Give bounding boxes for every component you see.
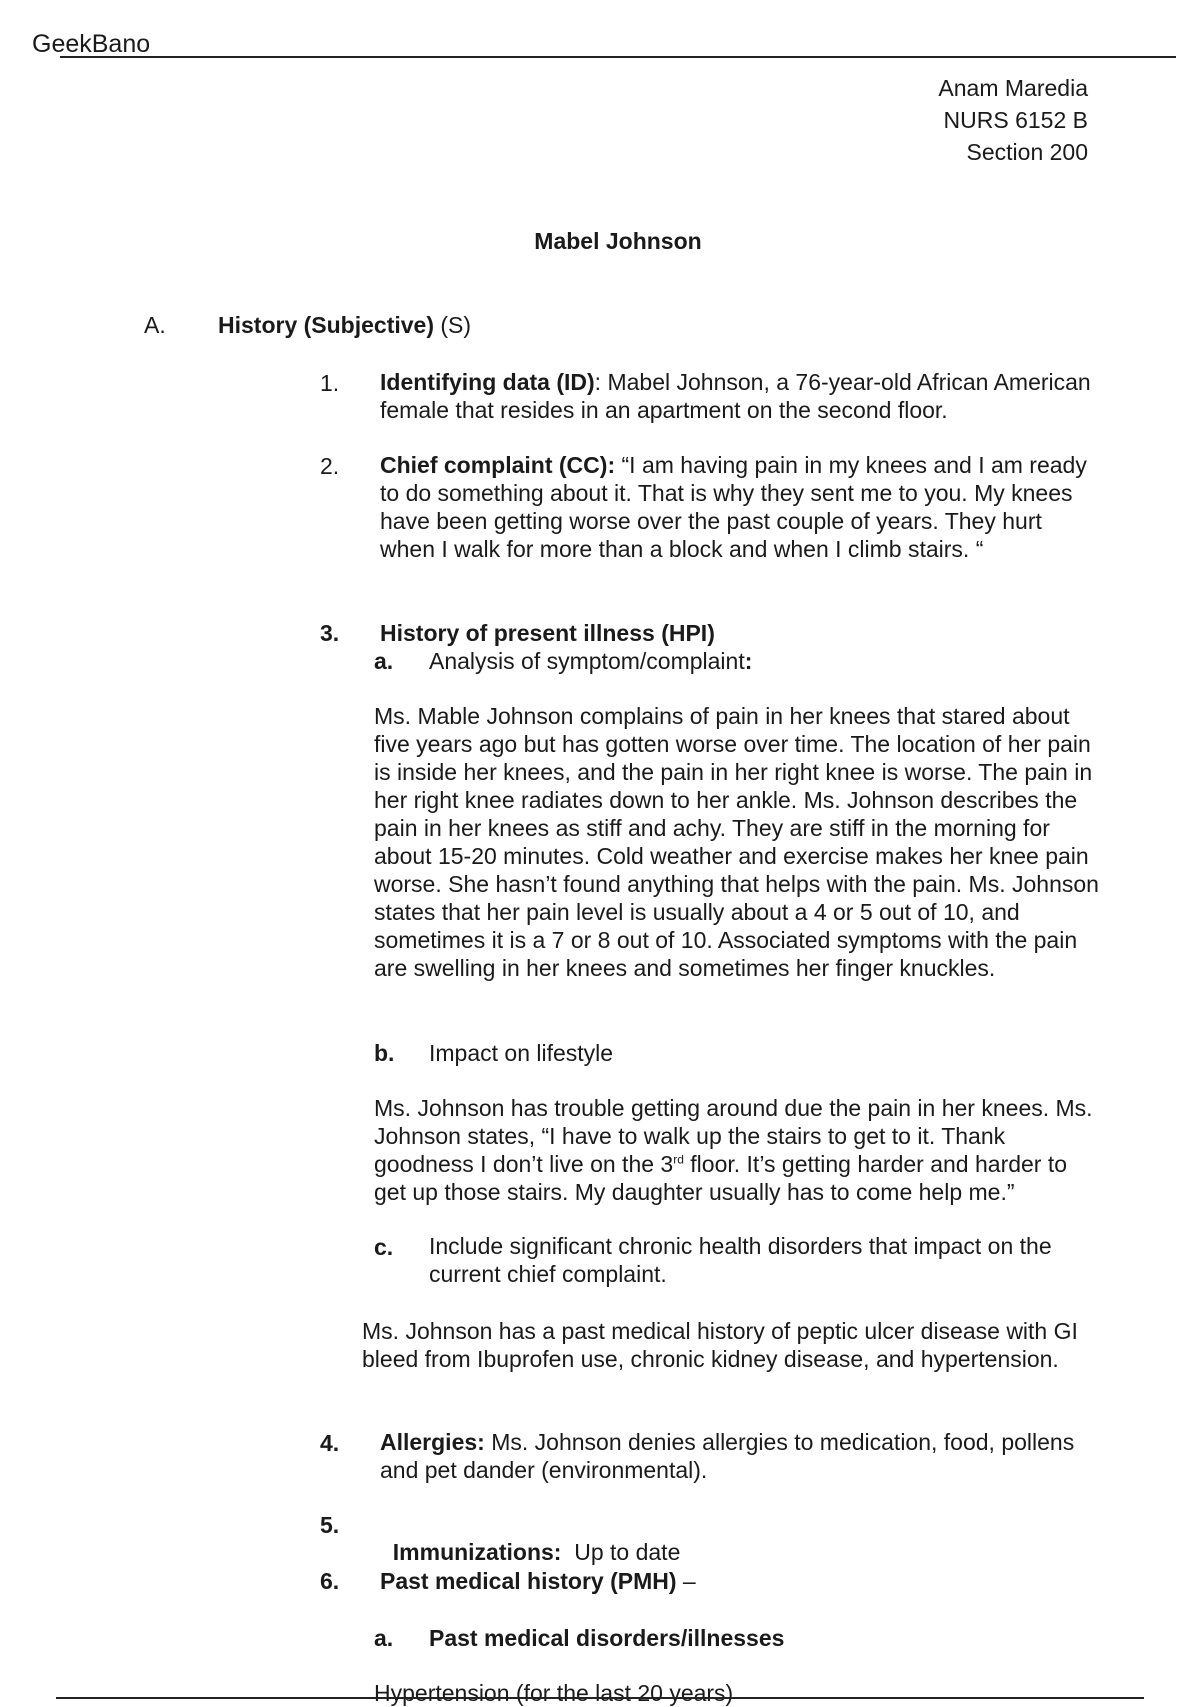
subitem-letter: c. [374,1234,394,1260]
item-number: 3. [320,620,340,646]
chronic-disorders-text: Ms. Johnson has a past medical history of peptic ulcer disease with GI bleed from Ibuprofen use, chronic kidney disease, and hypertension. [362,1318,1078,1372]
chief-complaint-text: “I am having pain in my knees and I am ready to do something about it. That is why they sent me to you. My knees have been getting worse over the past couple of years. They hurt when I walk for more than a block and when I climb stairs. “ [380,452,1087,562]
course-section: Section 200 [966,139,1088,165]
lifestyle-text: Ms. Johnson has trouble getting around due the pain in her knees. Ms. Johnson states, “I have to walk up the stairs to get to it. Thank goodness I don’t live on the 3rd floor. It’s getting harder and harder to get up those stairs. My daughter usually has to come help me.” [374,1095,1093,1205]
author-name: Anam Maredia [938,75,1088,101]
hpi-heading: History of present illness (HPI) [380,620,715,646]
identifying-data [380,368,1100,424]
item-number: 5. [320,1512,340,1538]
chronic-disorders-heading: Include significant chronic health disorders that impact on the current chief complaint. [429,1233,1052,1287]
header-rule [60,56,1176,58]
section-letter: A. [144,312,166,338]
section-heading-bold: History (Subjective) [218,312,434,338]
item-number: 4. [320,1430,340,1456]
immunizations: Immunizations: Up to date [392,1539,681,1565]
section-heading [218,312,471,339]
item-number: 2. [320,453,340,479]
pmh-disorders-heading: Past medical disorders/illnesses [429,1625,785,1651]
hpi-analysis-heading: Analysis of symptom/complaint: [429,648,753,674]
document-title: Mabel Johnson [534,228,702,254]
header-brand: GeekBano [32,30,151,58]
pmh-heading: Past medical history (PMH) – [380,1568,696,1594]
subitem-letter: a. [374,648,394,674]
hpi-analysis-text: Ms. Mable Johnson complains of pain in her knees that stared about five years ago but has gotten worse over time. The location of her pain is inside her knees, and the pain in her right knee is worse. The pain in her right knee radiates down to her ankle. Ms. Johnson describes the pain in her knees as stiff and achy. They are stiff in the morning for about 15-20 minutes. Cold weather and exercise makes her knee pain worse. She hasn’t found anything that helps with the pain. Ms. Johnson states that her pain level is usually about a 4 or 5 out of 10, and sometimes it is a 7 or 8 out of 10. Associated symptoms with the pain are swelling in her knees and sometimes her finger knuckles. [374,703,1099,981]
section-heading-suffix: (S) [434,312,472,338]
footer-rule [56,1697,1144,1699]
identifying-data-text: : Mabel Johnson, a 76-year-old African American female that resides in an apartment on the second floor. [380,369,1091,423]
item-number: 6. [320,1568,340,1594]
chief-complaint-label: Chief complaint (CC): [380,452,616,478]
item-number: 1. [320,370,340,396]
course-code: NURS 6152 B [943,107,1088,133]
author-block [938,72,1088,168]
pmh-first-entry: Hypertension (for the last 20 years) [374,1680,734,1706]
allergies: Allergies: Ms. Johnson denies allergies to medication, food, pollens and pet dander (environmental). [380,1429,1075,1483]
identifying-data-label: Identifying data (ID) [380,369,595,395]
subitem-letter: b. [374,1040,395,1066]
lifestyle-heading: Impact on lifestyle [429,1040,614,1066]
chief-complaint [380,451,1100,563]
subitem-letter: a. [374,1625,394,1651]
